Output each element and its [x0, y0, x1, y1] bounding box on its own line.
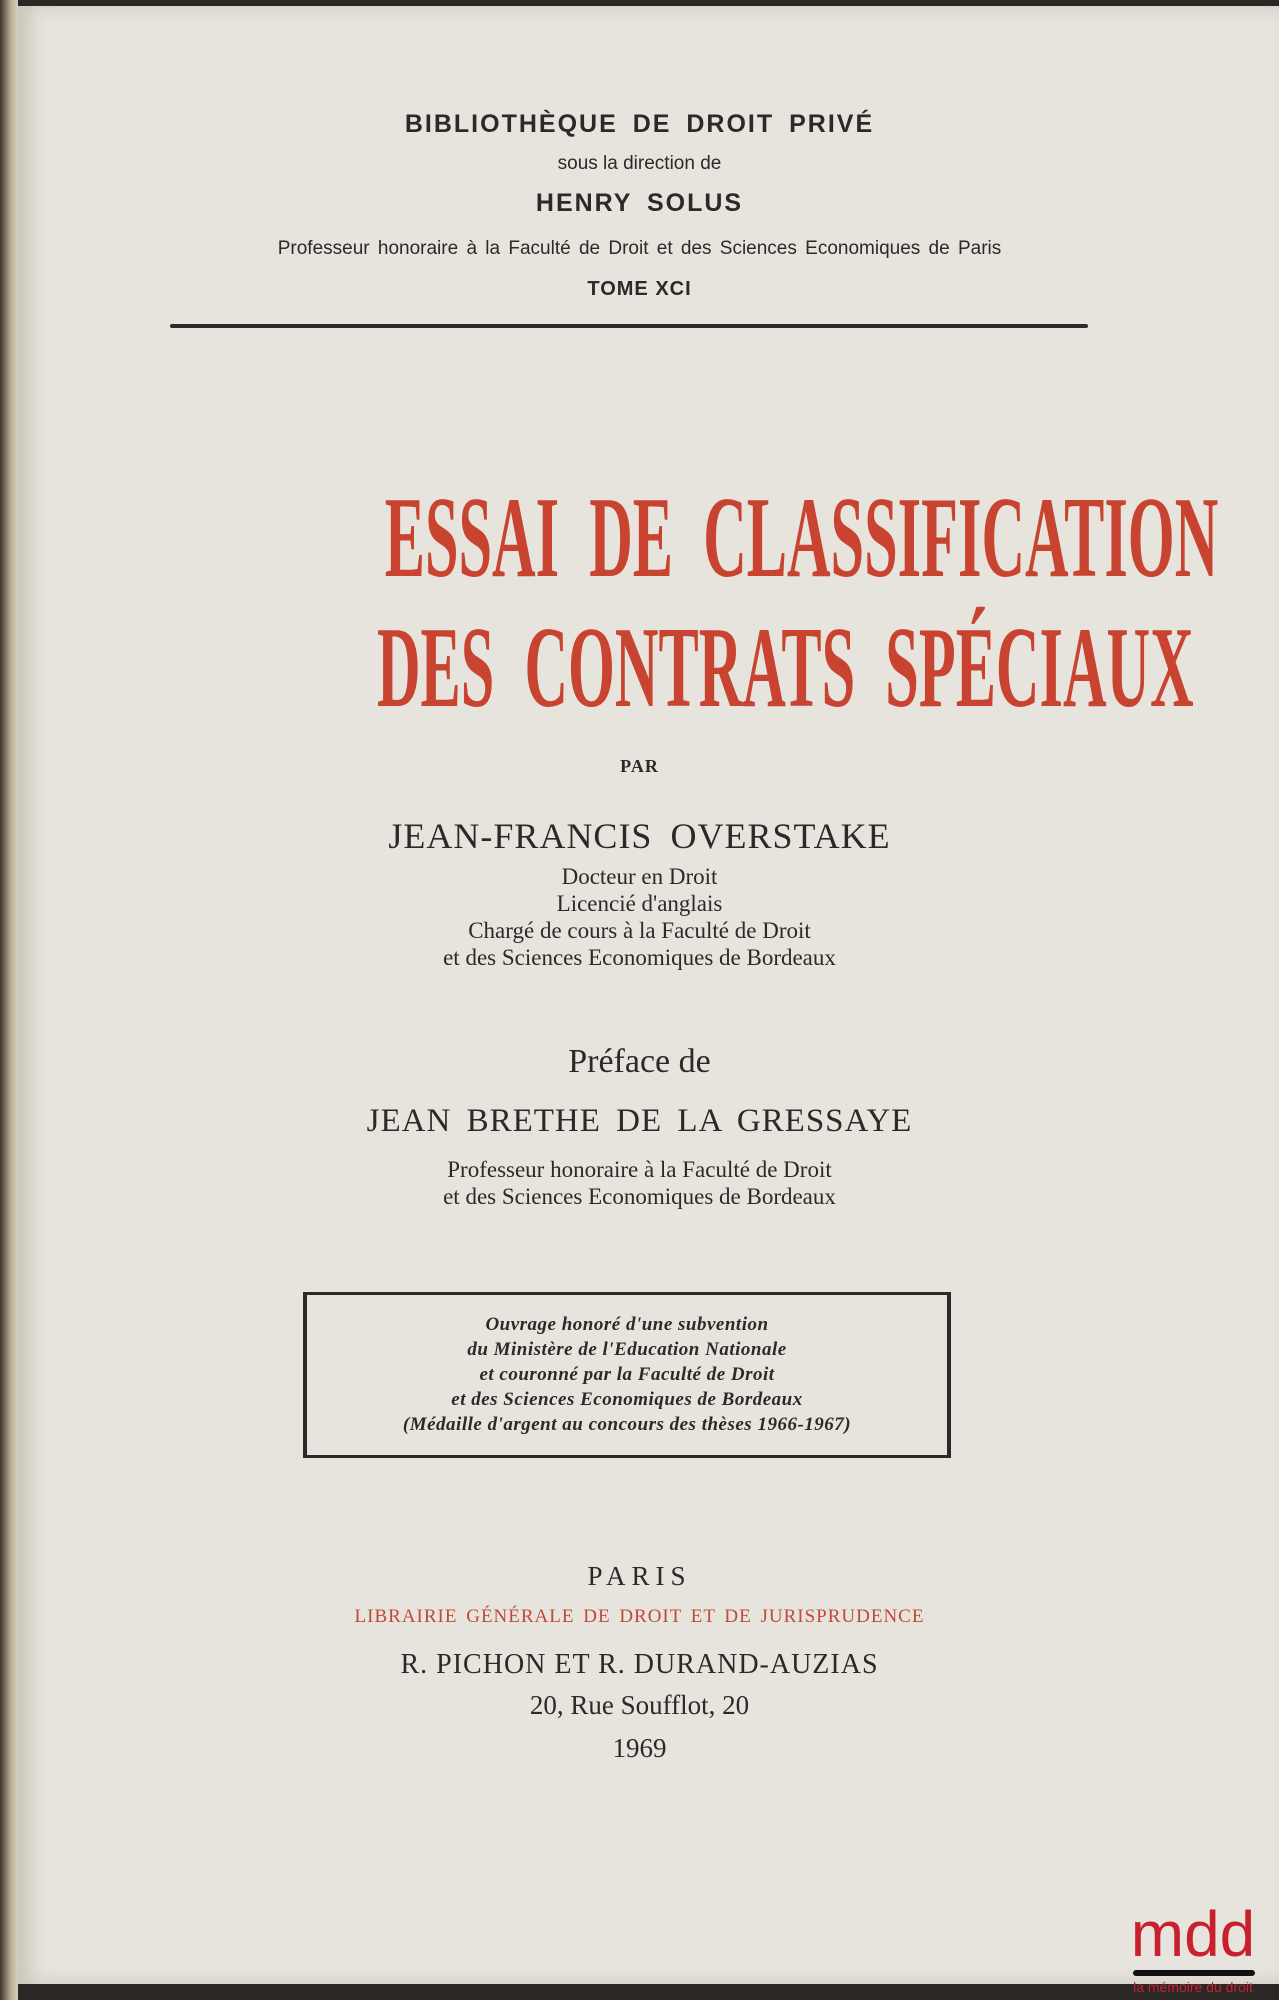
preface-label: Préface de	[568, 1043, 711, 1080]
award-line: Ouvrage honoré d'une subvention	[485, 1314, 769, 1335]
credential-line: Docteur en Droit	[561, 864, 718, 889]
award-line: (Médaille d'argent au concours des thèses 1966-1967)	[402, 1414, 852, 1435]
preface-author: JEAN BRETHE DE LA GRESSAYE	[366, 1103, 913, 1139]
preface-credentials	[0, 1156, 1279, 1210]
credential-line: et des Sciences Economiques de Bordeaux	[443, 1184, 836, 1209]
printers-name: R. PICHON ET R. DURAND-AUZIAS	[400, 1649, 879, 1680]
by-label: PAR	[620, 756, 659, 776]
credential-line: Chargé de cours à la Faculté de Droit	[468, 918, 811, 943]
credential-line: Professeur honoraire à la Faculté de Droit	[447, 1157, 832, 1182]
publisher-name: LIBRAIRIE GÉNÉRALE DE DROIT ET DE JURISPRUDENCE	[354, 1606, 925, 1627]
direction-label: sous la direction de	[557, 153, 722, 174]
publisher-address: 20, Rue Soufflot, 20	[529, 1690, 750, 1720]
director-title: Professeur honoraire à la Faculté de Droit et des Sciences Economiques de Paris	[277, 238, 1002, 259]
credential-line: et des Sciences Economiques de Bordeaux	[443, 945, 836, 970]
title-page	[18, 6, 1279, 1984]
title-line-2: DES CONTRATS SPÉCIAUX	[376, 604, 1194, 732]
award-box	[303, 1292, 951, 1458]
author-credentials	[0, 863, 1279, 971]
credential-line: Licencié d'anglais	[556, 891, 723, 916]
award-line: du Ministère de l'Education Nationale	[467, 1339, 787, 1360]
award-line: et des Sciences Economiques de Bordeaux	[451, 1389, 803, 1410]
collection-name: BIBLIOTHÈQUE DE DROIT PRIVÉ	[404, 110, 875, 138]
imprint-city: PARIS	[587, 1561, 692, 1591]
publication-year: 1969	[612, 1733, 667, 1763]
mdd-logo-watermark	[1113, 1886, 1273, 1996]
author-name: JEAN-FRANCIS OVERSTAKE	[388, 816, 891, 856]
title-line-1: ESSAI DE CLASSIFICATION	[384, 474, 1219, 602]
header-rule	[170, 324, 1088, 328]
volume-number: TOME XCI	[587, 278, 692, 300]
award-line: et couronné par la Faculté de Droit	[479, 1364, 775, 1385]
director-name: HENRY SOLUS	[535, 189, 744, 217]
svg-text:mdd: mdd	[1130, 1898, 1256, 1970]
svg-text:la mémoire du droit: la mémoire du droit	[1133, 1979, 1253, 1995]
